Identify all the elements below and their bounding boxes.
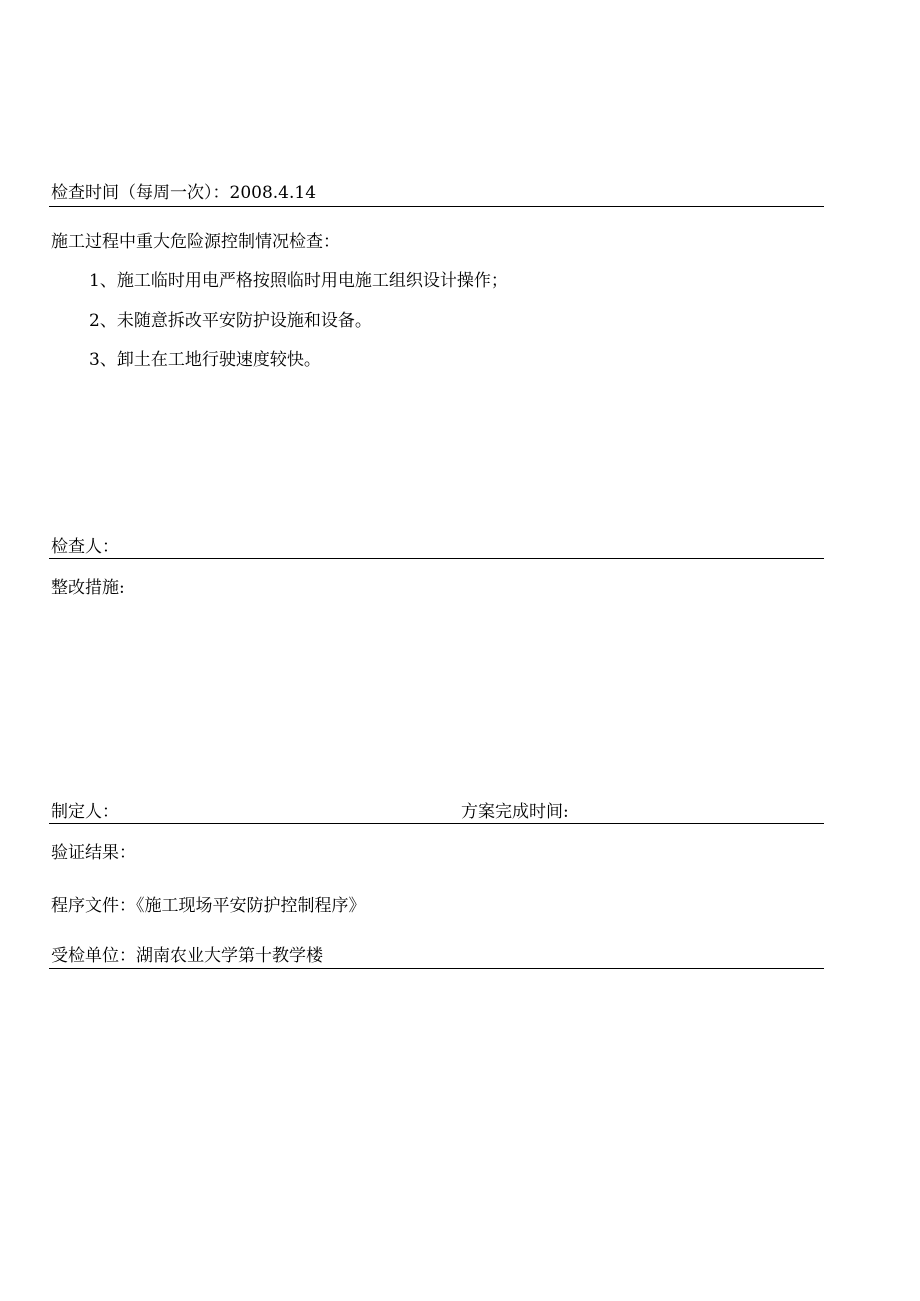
completion-time-label: 方案完成时间: bbox=[461, 802, 569, 822]
inspector-label: 检查人： bbox=[51, 537, 119, 557]
divider bbox=[49, 558, 824, 559]
check-item: 2、未随意拆改平安防护设施和设备。 bbox=[89, 311, 372, 331]
verification-result-label: 验证结果： bbox=[51, 843, 136, 863]
rectification-measures-label: 整改措施: bbox=[51, 578, 125, 598]
inspected-unit: 受检单位：湖南农业大学第十教学楼 bbox=[51, 946, 323, 966]
inspection-time-value: 2008.4.14 bbox=[229, 183, 317, 203]
inspection-time-row bbox=[51, 183, 316, 203]
divider bbox=[49, 968, 824, 969]
divider bbox=[49, 206, 824, 207]
section-title: 施工过程中重大危险源控制情况检查： bbox=[51, 232, 340, 252]
author-label: 制定人： bbox=[51, 802, 119, 822]
divider bbox=[49, 823, 824, 824]
check-item: 3、卸土在工地行驶速度较快。 bbox=[89, 350, 321, 370]
procedure-document: 程序文件：《施工现场平安防护控制程序》 bbox=[51, 896, 366, 916]
inspection-time-label: 检查时间（每周一次）： bbox=[51, 183, 230, 203]
check-item: 1、施工临时用电严格按照临时用电施工组织设计操作； bbox=[89, 271, 508, 291]
